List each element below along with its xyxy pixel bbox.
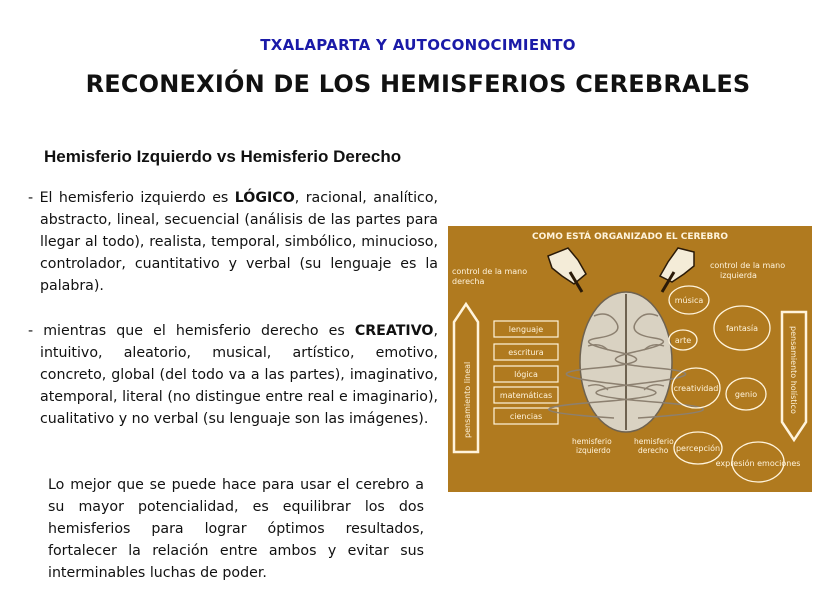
linear-thinking-label: pensamiento lineal (463, 361, 472, 438)
paragraph-text: , racional, analítico, abstracto, lineal, secuencial (análisis de las partes para llegar al todo), realista, temporal, simbólico, minucioso, controlador, cuantitativo y verbal (su lenguaje es la palabra). (40, 190, 439, 294)
right-hemisphere-paragraph (28, 320, 438, 430)
paragraph-text: , intuitivo, aleatorio, musical, artístico, emotivo, concreto, global (del todo va a las partes), imaginativo, atemporal, literal (no distingue entre real e imaginario), cualitativo y no verbal (su lenguaje son las imágenes). (40, 323, 438, 427)
left-hemisphere-paragraph (28, 187, 438, 297)
figure-title: COMO ESTÁ ORGANIZADO EL CEREBRO (531, 232, 729, 242)
bullet: - (28, 190, 34, 206)
holistic-thinking-label: pensamiento holístico (789, 326, 798, 414)
conclusion-paragraph: Lo mejor que se puede hace para usar el cerebro a su mayor potencialidad, es equilibrar los dos hemisferios para lograr óptimos resultados, fortalecer la relación entre ambos y evitar sus interminables luchas de poder. (48, 477, 424, 581)
item-arte: arte (674, 336, 692, 345)
item-lenguaje: lenguaje (508, 325, 544, 334)
item-musica: música (674, 296, 704, 305)
bullet: - (28, 323, 34, 339)
item-creatividad: creatividad (673, 384, 719, 393)
brain-organization-figure (448, 226, 812, 492)
item-percepcion: percepción (675, 444, 721, 453)
emphasis-logico: LÓGICO (234, 190, 295, 206)
left-hand-label: control de la mano derecha (452, 267, 528, 286)
item-logica: lógica (514, 370, 538, 379)
item-matematicas: matemáticas (499, 391, 553, 400)
right-hand-label: control de la mano izquierda (710, 261, 786, 280)
paragraph-text: mientras que el hemisferio derecho es (43, 323, 355, 339)
brain-diagram (448, 226, 812, 492)
right-hemisphere-label: hemisferio derecho (634, 437, 674, 455)
item-escritura: escritura (508, 348, 544, 357)
left-hemisphere-label: hemisferio izquierdo (572, 437, 612, 455)
item-fantasia: fantasía (725, 324, 759, 333)
paragraph-text: El hemisferio izquierdo es (39, 190, 235, 206)
emphasis-creativo: CREATIVO (354, 323, 434, 339)
section-heading: Hemisferio Izquierdo vs Hemisferio Derecho (44, 147, 402, 166)
page-title: RECONEXIÓN DE LOS HEMISFERIOS CEREBRALES (85, 70, 751, 98)
page-subtitle: TXALAPARTA Y AUTOCONOCIMIENTO (260, 36, 576, 54)
item-ciencias: ciencias (509, 412, 543, 421)
item-expresion-emociones: expresión emociones (715, 459, 801, 468)
item-genio: genio (734, 390, 758, 399)
